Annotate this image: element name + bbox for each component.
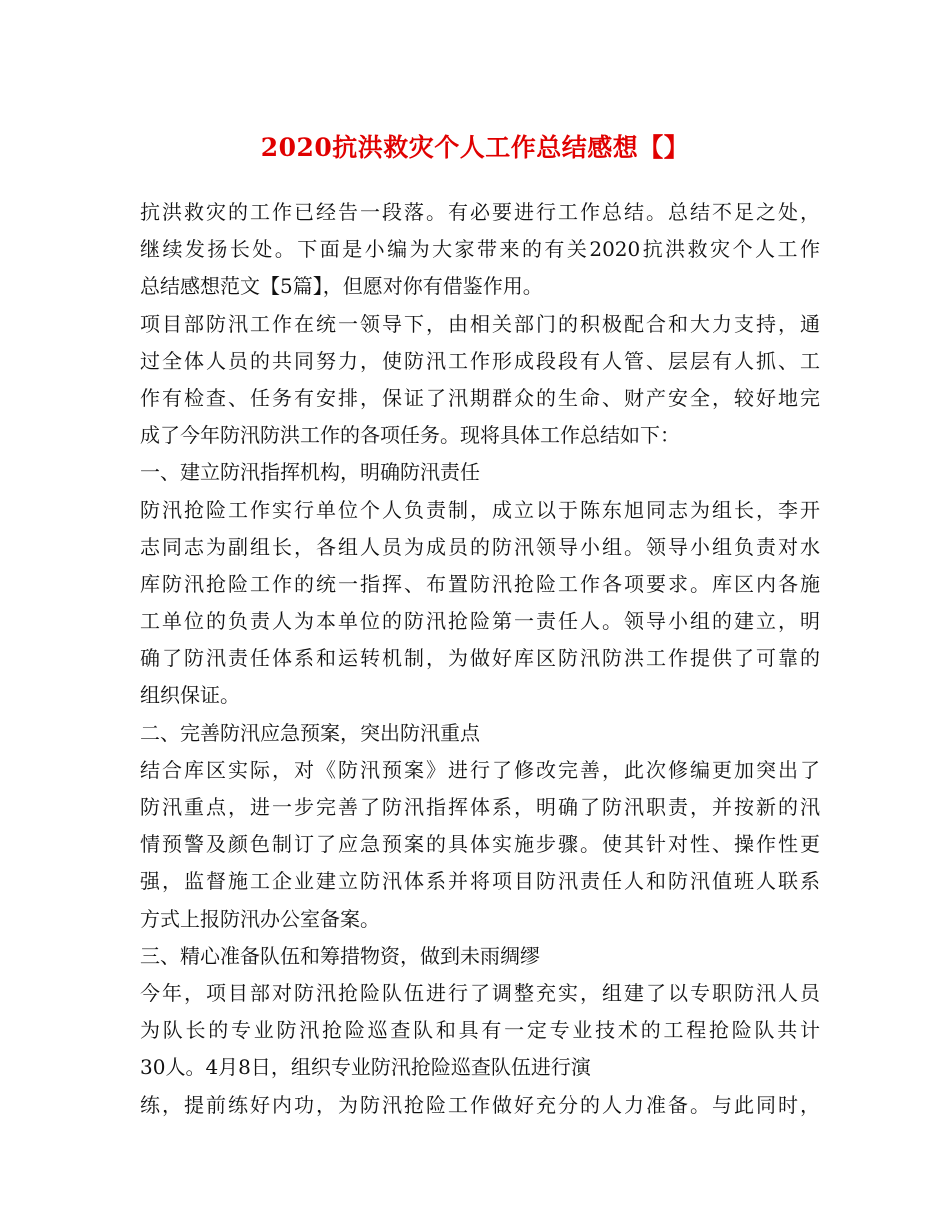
body-line: 情预警及颜色制订了应急预案的具体实施步骤。使其针对性、操作性更 (140, 832, 820, 857)
body-line: 一、建立防汛指挥机构，明确防汛责任 (140, 460, 480, 485)
body-line: 库防汛抢险工作的统一指挥、布置防汛抢险工作各项要求。库区内各施 (140, 571, 820, 596)
body-line: 三、精心准备队伍和筹措物资，做到未雨绸缪 (140, 943, 540, 968)
body-line: 结合库区实际，对《防汛预案》进行了修改完善，此次修编更加突出了 (140, 757, 820, 782)
body-line: 继续发扬长处。下面是小编为大家带来的有关2020抗洪救灾个人工作 (140, 237, 820, 262)
body-line: 二、完善防汛应急预案，突出防汛重点 (140, 720, 480, 745)
body-line: 为队长的专业防汛抢险巡查队和具有一定专业技术的工程抢险队共计 (140, 1018, 820, 1043)
document-body (140, 194, 820, 1124)
body-line: 作有检查、任务有安排，保证了汛期群众的生命、财产安全，较好地完 (140, 385, 820, 410)
body-line: 过全体人员的共同努力，使防汛工作形成段段有人管、层层有人抓、工 (140, 348, 820, 373)
body-line: 强，监督施工企业建立防汛体系并将项目防汛责任人和防汛值班人联系 (140, 869, 820, 894)
body-line: 防汛重点，进一步完善了防汛指挥体系，明确了防汛职责，并按新的汛 (140, 795, 820, 819)
body-line: 确了防汛责任体系和运转机制，为做好库区防汛防洪工作提供了可靠的 (140, 646, 820, 671)
document-title: 2020抗洪救灾个人工作总结感想【】 (260, 133, 690, 162)
body-line: 练，提前练好内功，为防汛抢险工作做好充分的人力准备。与此同时， (140, 1092, 820, 1117)
body-line: 防汛抢险工作实行单位个人负责制，成立以于陈东旭同志为组长，李开 (140, 497, 820, 522)
body-line: 30人。4月8日，组织专业防汛抢险巡查队伍进行演 (140, 1055, 591, 1080)
body-line: 项目部防汛工作在统一领导下，由相关部门的积极配合和大力支持，通 (140, 311, 820, 336)
body-line: 成了今年防汛防洪工作的各项任务。现将具体工作总结如下： (140, 423, 680, 448)
body-line: 志同志为副组长，各组人员为成员的防汛领导小组。领导小组负责对水 (140, 534, 820, 559)
body-line: 组织保证。 (140, 683, 240, 708)
body-line: 总结感想范文【5篇】，但愿对你有借鉴作用。 (140, 274, 543, 299)
body-line: 抗洪救灾的工作已经告一段落。有必要进行工作总结。总结不足之处， (140, 200, 820, 224)
body-line: 方式上报防汛办公室备案。 (140, 906, 380, 931)
body-line: 工单位的负责人为本单位的防汛抢险第一责任人。领导小组的建立，明 (140, 609, 820, 634)
body-line: 今年，项目部对防汛抢险队伍进行了调整充实，组建了以专职防汛人员 (140, 980, 820, 1005)
